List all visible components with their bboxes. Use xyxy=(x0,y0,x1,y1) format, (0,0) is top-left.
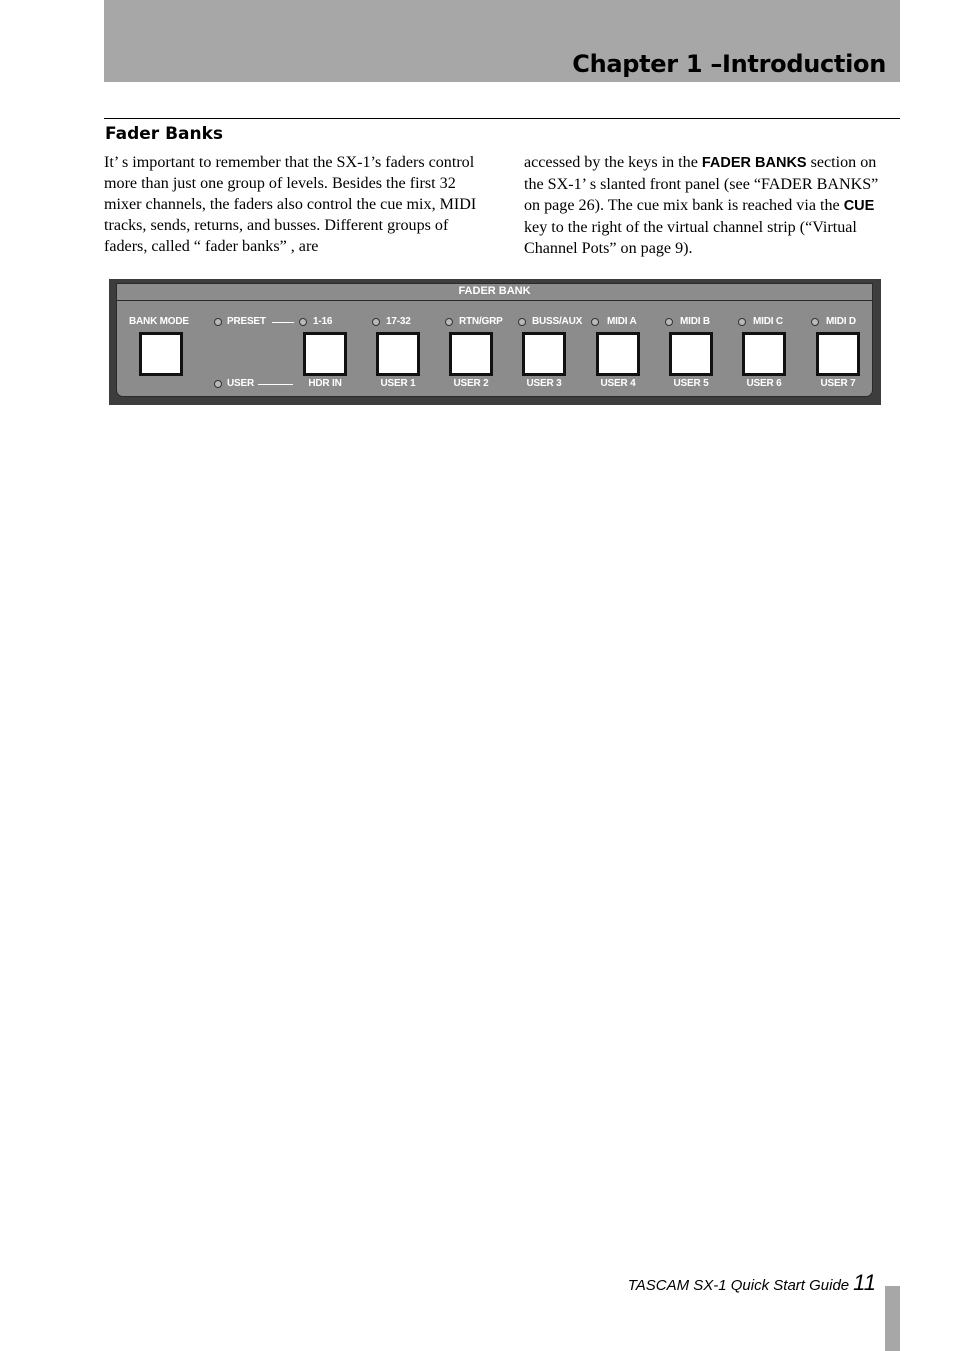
preset-led xyxy=(214,318,222,326)
key-bottom-label-8: USER 7 xyxy=(820,378,856,389)
section-title: Fader Banks xyxy=(105,124,224,144)
fader-bank-key-7 xyxy=(742,332,786,376)
user-connector-line xyxy=(258,384,293,385)
footer-guide-title: TASCAM SX-1 Quick Start Guide xyxy=(627,1277,850,1294)
key-name-cue: CUE xyxy=(843,198,875,214)
key-led-1 xyxy=(299,318,307,326)
key-bottom-label-4: USER 3 xyxy=(526,378,562,389)
fader-bank-panel-illustration xyxy=(109,279,881,405)
fader-bank-panel-face xyxy=(116,283,873,397)
fader-bank-key-1 xyxy=(303,332,347,376)
page-footer xyxy=(628,1270,876,1296)
preset-label: PRESET xyxy=(227,316,266,327)
fader-bank-key-6 xyxy=(669,332,713,376)
key-led-8 xyxy=(811,318,819,326)
key-top-label-6: MIDI B xyxy=(680,316,710,327)
bank-mode-key xyxy=(139,332,183,376)
key-led-7 xyxy=(738,318,746,326)
key-bottom-label-3: USER 2 xyxy=(453,378,489,389)
panel-title: FADER BANK xyxy=(458,285,531,297)
key-led-5 xyxy=(591,318,599,326)
key-top-label-3: RTN/GRP xyxy=(459,316,503,327)
key-led-4 xyxy=(518,318,526,326)
user-led xyxy=(214,380,222,388)
key-name-fader-banks: FADER BANKS xyxy=(701,155,807,171)
fader-bank-key-8 xyxy=(816,332,860,376)
key-bottom-label-7: USER 6 xyxy=(746,378,782,389)
key-top-label-7: MIDI C xyxy=(753,316,783,327)
page-edge-tab xyxy=(885,1286,900,1351)
page-number: 11 xyxy=(853,1270,876,1295)
preset-connector-line xyxy=(272,322,294,323)
key-bottom-label-1: HDR IN xyxy=(308,378,342,389)
bank-mode-label: BANK MODE xyxy=(129,316,189,327)
key-led-3 xyxy=(445,318,453,326)
key-top-label-8: MIDI D xyxy=(826,316,856,327)
fader-bank-key-4 xyxy=(522,332,566,376)
body-text-segment: section on the SX-1’ s slanted front panel (see “FADER BANKS” on page 26). The cue mix bank is reached via the xyxy=(524,154,879,214)
key-top-label-1: 1-16 xyxy=(313,316,333,327)
fader-bank-key-2 xyxy=(376,332,420,376)
chapter-title: Chapter 1 –Introduction xyxy=(572,50,886,78)
body-text-segment: accessed by the keys in the xyxy=(524,154,702,171)
body-text-segment: key to the right of the virtual channel strip (“Virtual Channel Pots” on page 9). xyxy=(524,219,857,257)
body-text-right xyxy=(524,152,896,259)
key-top-label-4: BUSS/AUX xyxy=(532,316,583,327)
key-bottom-label-5: USER 4 xyxy=(600,378,636,389)
key-top-label-2: 17-32 xyxy=(386,316,411,327)
key-bottom-label-2: USER 1 xyxy=(380,378,416,389)
key-led-6 xyxy=(665,318,673,326)
key-top-label-5: MIDI A xyxy=(607,316,637,327)
chapter-header-band xyxy=(104,0,900,82)
fader-bank-key-5 xyxy=(596,332,640,376)
panel-title-bar xyxy=(117,284,872,301)
section-rule xyxy=(104,118,900,119)
fader-bank-key-3 xyxy=(449,332,493,376)
key-bottom-label-6: USER 5 xyxy=(673,378,709,389)
body-text-left: It’ s important to remember that the SX-1’s faders control more than just one group of levels. Besides the first 32 mixer channels, the faders also control the cue mix, MIDI tracks, sends, returns, and busses. Different groups of faders, called “ fader banks” , are xyxy=(104,154,477,255)
key-led-2 xyxy=(372,318,380,326)
user-label: USER xyxy=(227,378,254,389)
